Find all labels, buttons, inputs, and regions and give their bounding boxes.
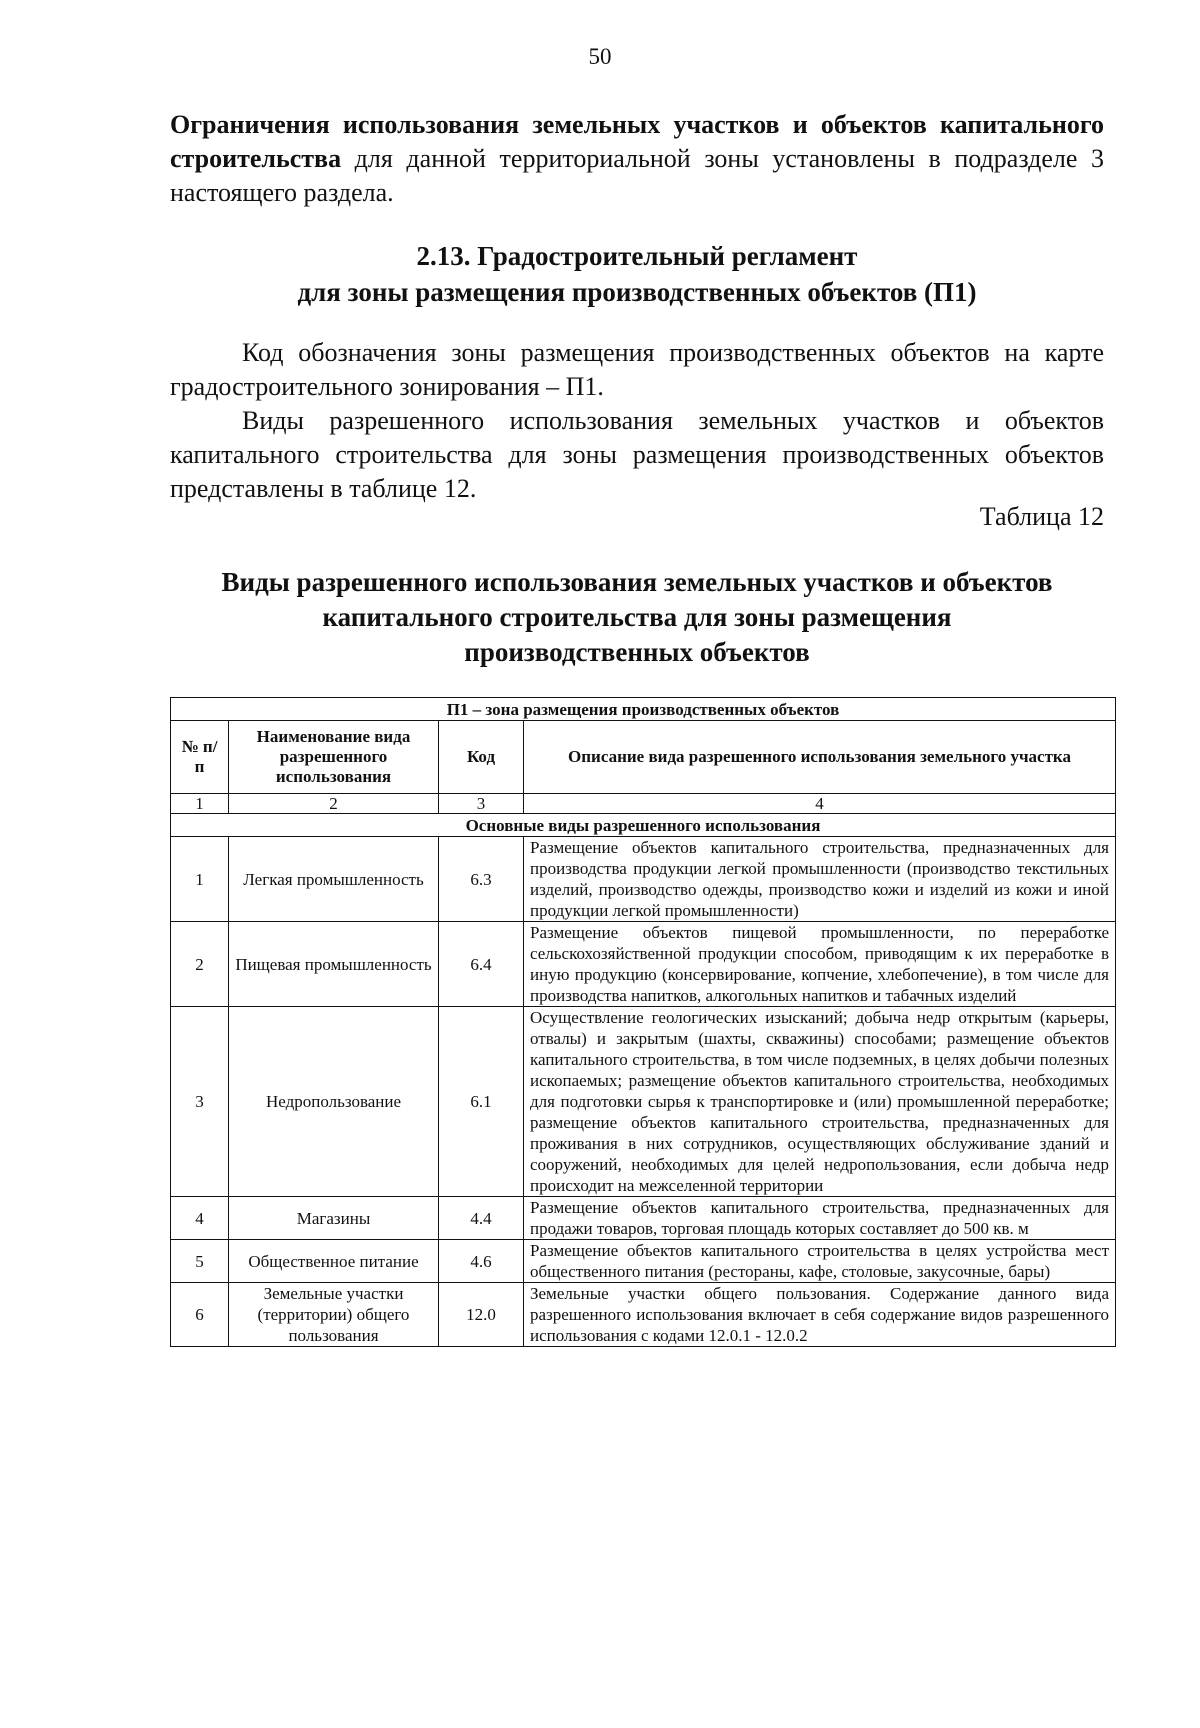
column-number: 4 [524,794,1116,814]
row-description: Размещение объектов капитального строительства, предназначенных для продажи товаров, торговая площадь которых составляет до 500 кв. м [524,1197,1116,1240]
row-code: 4.6 [439,1240,524,1283]
table-title-line-3: производственных объектов [464,637,810,667]
row-name: Пищевая промышленность [229,922,439,1007]
table-title-line-1: Виды разрешенного использования земельных участков и объектов [221,567,1053,597]
table-row [171,1007,1116,1197]
header-description: Описание вида разрешенного использования земельного участка [524,721,1116,794]
page-number: 50 [588,44,612,69]
row-description: Размещение объектов капитального строительства, предназначенных для производства продукции легкой промышленности (производство текстильных изделий, производство одежды, производство кожи и изделий из кожи и иной продукции легкой промышленности) [524,837,1116,922]
intro-text: для данной территориальной зоны установлены в подразделе 3 настоящего раздела. [170,144,1104,207]
row-code: 4.4 [439,1197,524,1240]
header-name: Наименование вида разрешенного использования [229,721,439,794]
table-caption: Таблица 12 [979,502,1104,531]
header-code: Код [439,721,524,794]
row-code: 12.0 [439,1283,524,1347]
table-row [171,837,1116,922]
section-heading-line-2: для зоны размещения производственных объектов (П1) [297,277,977,307]
row-number: 5 [171,1240,229,1283]
intro-paragraph [170,108,1104,210]
section-title-cell: Основные виды разрешенного использования [171,814,1116,837]
zone-header-row [171,698,1116,721]
row-name: Недропользование [229,1007,439,1197]
section-heading-line-1: 2.13. Градостроительный регламент [416,241,858,271]
table-row [171,922,1116,1007]
table-title [170,565,1104,670]
row-code: 6.1 [439,1007,524,1197]
section-row [171,814,1116,837]
row-code: 6.3 [439,837,524,922]
column-header-row [171,721,1116,794]
table-row [171,1240,1116,1283]
zone-header-cell: П1 – зона размещения производственных объектов [171,698,1116,721]
row-number: 1 [171,837,229,922]
row-description: Земельные участки общего пользования. Содержание данного вида разрешенного использования включает в себя содержание видов разрешенного использования с кодами 12.0.1 - 12.0.2 [524,1283,1116,1347]
column-number: 1 [171,794,229,814]
permitted-uses-paragraph: Виды разрешенного использования земельных участков и объектов капитального строительства для зоны размещения производственных объектов представлены в таблице 12. [170,406,1104,503]
table-row [171,1283,1116,1347]
row-description: Осуществление геологических изысканий; добыча недр открытым (карьеры, отвалы) и закрытым (шахты, скважины) способами; размещение объектов капитального строительства, в том числе подземных, в целях добычи полезных ископаемых; размещение объектов капитального строительства, необходимых для подготовки сырья к транспортировке и (или) промышленной переработке; размещение объектов капитального строительства, предназначенных для проживания в них сотрудников, осуществляющих обслуживание зданий и сооружений, необходимых для целей недропользования, если добыча недр происходит на межселенной территории [524,1007,1116,1197]
intro-bold-text: Ограничения использования земельных участков и объектов капитального строительства [170,110,1104,173]
row-name: Легкая промышленность [229,837,439,922]
row-number: 6 [171,1283,229,1347]
section-heading [170,238,1104,310]
header-number: № п/п [171,721,229,794]
table-title-line-2: капитального строительства для зоны размещения [322,602,952,632]
column-number: 3 [439,794,524,814]
row-description: Размещение объектов капитального строительства в целях устройства мест общественного питания (рестораны, кафе, столовые, закусочные, бары) [524,1240,1116,1283]
column-number-row [171,794,1116,814]
row-name: Общественное питание [229,1240,439,1283]
row-description: Размещение объектов пищевой промышленности, по переработке сельскохозяйственной продукции способом, приводящим к их переработке в иную продукцию (консервирование, копчение, хлебопечение), в том числе для производства напитков, алкогольных напитков и табачных изделий [524,922,1116,1007]
row-name: Земельные участки (территории) общего пользования [229,1283,439,1347]
row-code: 6.4 [439,922,524,1007]
row-number: 4 [171,1197,229,1240]
zone-code-paragraph: Код обозначения зоны размещения производственных объектов на карте градостроительного зонирования – П1. [170,338,1104,401]
table-row [171,1197,1116,1240]
row-number: 2 [171,922,229,1007]
row-number: 3 [171,1007,229,1197]
column-number: 2 [229,794,439,814]
row-name: Магазины [229,1197,439,1240]
permitted-uses-table [170,697,1116,1347]
